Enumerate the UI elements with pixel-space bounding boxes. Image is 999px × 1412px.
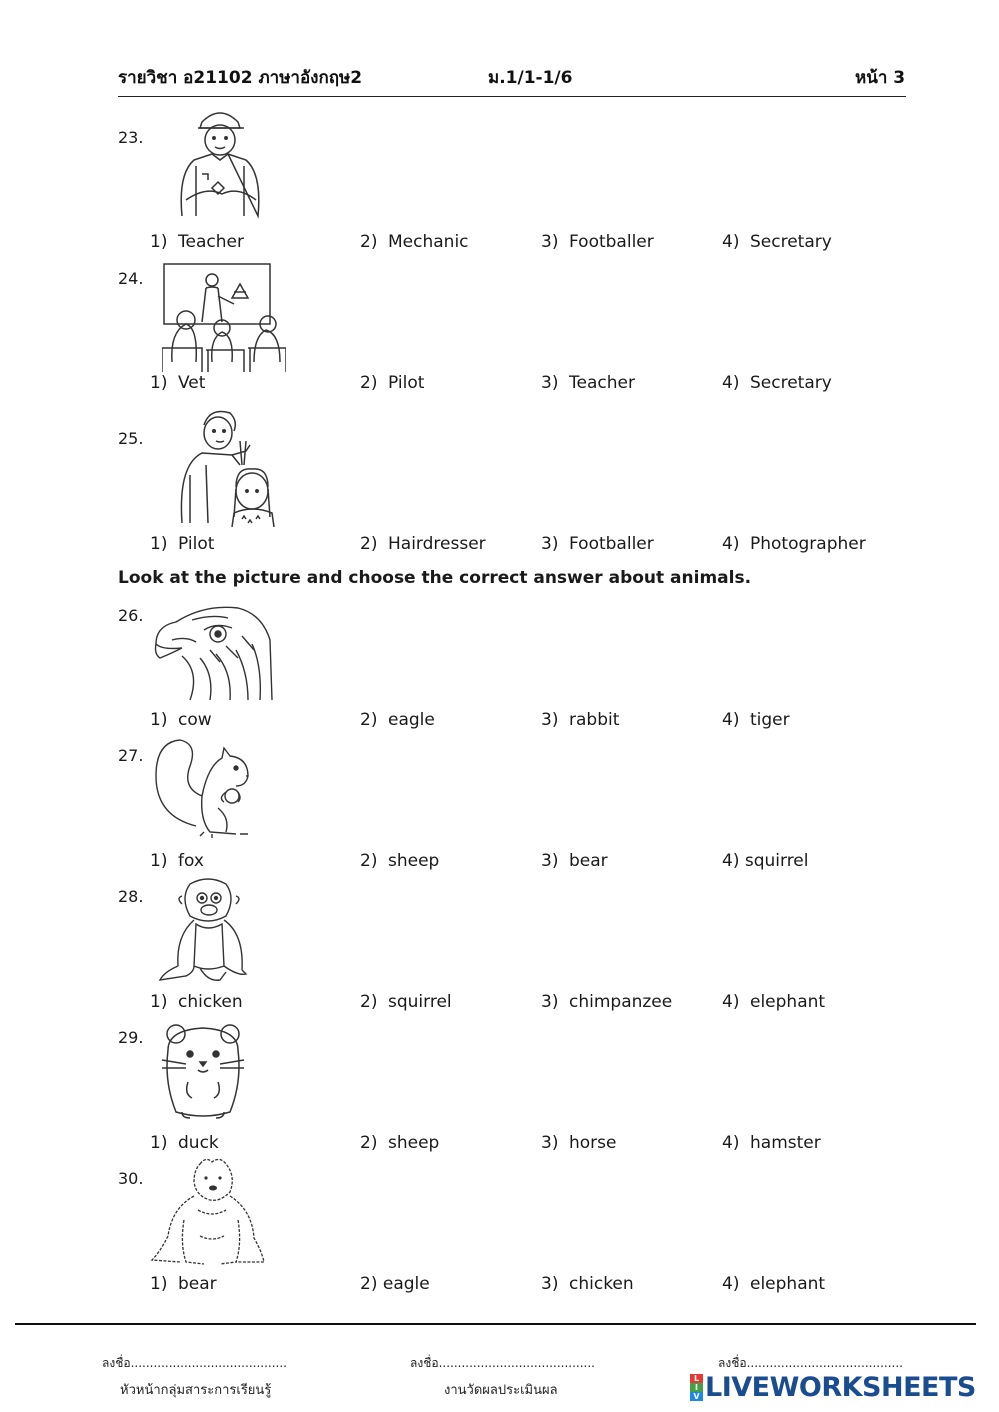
answer-option[interactable] (541, 992, 672, 1012)
mechanic-picture (172, 104, 268, 224)
section-instruction: Look at the picture and choose the correct answer about animals. (118, 568, 752, 588)
liveworksheets-logo[interactable] (690, 1372, 976, 1402)
squirrel-picture (152, 736, 254, 840)
answer-option[interactable] (541, 232, 654, 252)
option-number: 3) (541, 373, 559, 393)
answer-option[interactable] (541, 1133, 616, 1153)
eagle-picture (152, 600, 274, 702)
option-label: Teacher (569, 373, 635, 393)
option-label: chicken (178, 992, 243, 1012)
option-number: 3) (541, 992, 559, 1012)
answer-option[interactable] (541, 710, 619, 730)
option-label: squirrel (388, 992, 452, 1012)
option-label: squirrel (744, 851, 809, 871)
question-number: 29. (118, 1028, 144, 1047)
option-label: sheep (388, 1133, 440, 1153)
chimpanzee-picture (156, 876, 252, 988)
header-subject: รายวิชา อ21102 ภาษาอังกฤษ2 (118, 68, 363, 88)
signature-role: หัวหน้ากลุ่มสาระการเรียนรู้ (120, 1383, 272, 1398)
option-number: 3) (541, 1274, 559, 1294)
answer-option[interactable] (722, 992, 825, 1012)
answer-option[interactable] (541, 534, 654, 554)
signature-line: ลงชื่อ......................................... (718, 1356, 903, 1370)
option-number: 2) (360, 534, 378, 554)
option-number: 1) (150, 232, 168, 252)
option-label: chicken (569, 1274, 634, 1294)
answer-option[interactable] (150, 710, 212, 730)
option-number: 4) (722, 1133, 740, 1153)
question-number: 26. (118, 606, 144, 625)
option-number: 2) (360, 232, 378, 252)
answer-option[interactable] (722, 1274, 825, 1294)
answer-option[interactable] (150, 232, 244, 252)
header-page-number: หน้า 3 (855, 68, 906, 88)
option-label: Secretary (750, 373, 832, 393)
question-number: 28. (118, 887, 144, 906)
badge-letter: I (690, 1383, 703, 1392)
answer-option[interactable] (722, 851, 809, 871)
option-label: tiger (750, 710, 790, 730)
answer-option[interactable] (150, 373, 205, 393)
answer-option[interactable] (360, 992, 452, 1012)
answer-option[interactable] (150, 1274, 217, 1294)
answer-option[interactable] (360, 373, 424, 393)
question-number: 30. (118, 1169, 144, 1188)
option-label: Pilot (388, 373, 425, 393)
option-number: 4) (722, 851, 740, 871)
option-number: 4) (722, 710, 740, 730)
answer-option[interactable] (150, 534, 214, 554)
option-label: duck (178, 1133, 219, 1153)
answer-option[interactable] (722, 373, 832, 393)
option-label: Hairdresser (388, 534, 486, 554)
liveworksheets-brand: LIVEWORKSHEETS (705, 1371, 976, 1403)
option-label: Mechanic (388, 232, 469, 252)
answer-option[interactable] (360, 1274, 430, 1294)
answer-option[interactable] (722, 1133, 821, 1153)
footer-divider (15, 1323, 976, 1325)
option-number: 2) (360, 373, 378, 393)
signature-line: ลงชื่อ......................................... (102, 1356, 287, 1370)
option-number: 2) (360, 851, 378, 871)
header-grade: ม.1/1-1/6 (488, 68, 573, 88)
option-label: Vet (178, 373, 206, 393)
signature-line: ลงชื่อ......................................... (410, 1356, 595, 1370)
option-number: 1) (150, 710, 168, 730)
option-number: 1) (150, 851, 168, 871)
question-number: 23. (118, 128, 144, 147)
option-number: 4) (722, 534, 740, 554)
option-label: horse (569, 1133, 617, 1153)
option-label: eagle (382, 1274, 430, 1294)
hairdresser-picture (176, 405, 276, 527)
liveworksheets-badge-icon (690, 1374, 703, 1401)
option-label: rabbit (569, 710, 620, 730)
option-label: bear (178, 1274, 217, 1294)
option-label: Teacher (178, 232, 244, 252)
hamster-picture (160, 1020, 246, 1120)
badge-letter: V (690, 1392, 703, 1401)
option-label: elephant (750, 1274, 826, 1294)
option-number: 2) (360, 1133, 378, 1153)
option-label: sheep (388, 851, 440, 871)
option-number: 1) (150, 1133, 168, 1153)
answer-option[interactable] (722, 232, 832, 252)
answer-option[interactable] (722, 534, 866, 554)
option-number: 1) (150, 992, 168, 1012)
option-number: 1) (150, 1274, 168, 1294)
answer-option[interactable] (541, 1274, 634, 1294)
badge-letter: L (690, 1374, 703, 1383)
answer-option[interactable] (150, 851, 204, 871)
option-number: 4) (722, 1274, 740, 1294)
answer-option[interactable] (541, 851, 608, 871)
option-number: 3) (541, 232, 559, 252)
option-label: hamster (750, 1133, 821, 1153)
option-label: chimpanzee (569, 992, 673, 1012)
question-number: 25. (118, 429, 144, 448)
option-number: 1) (150, 373, 168, 393)
option-label: Secretary (750, 232, 832, 252)
option-number: 4) (722, 373, 740, 393)
option-label: bear (569, 851, 608, 871)
teacher-picture (162, 262, 286, 374)
option-number: 3) (541, 851, 559, 871)
question-number: 24. (118, 269, 144, 288)
option-label: Photographer (750, 534, 866, 554)
option-label: fox (178, 851, 204, 871)
answer-option[interactable] (360, 710, 435, 730)
answer-option[interactable] (150, 1133, 219, 1153)
option-label: elephant (750, 992, 826, 1012)
option-number: 4) (722, 992, 740, 1012)
answer-option[interactable] (150, 992, 243, 1012)
option-number: 4) (722, 232, 740, 252)
question-number: 27. (118, 746, 144, 765)
signature-role: งานวัดผลประเมินผล (444, 1383, 558, 1398)
option-number: 3) (541, 1133, 559, 1153)
answer-option[interactable] (722, 710, 790, 730)
header-divider (118, 96, 906, 97)
option-number: 3) (541, 710, 559, 730)
option-label: Footballer (569, 232, 654, 252)
option-label: Pilot (178, 534, 215, 554)
polar-bear-picture (150, 1156, 266, 1270)
answer-option[interactable] (360, 1133, 439, 1153)
answer-option[interactable] (360, 232, 469, 252)
answer-option[interactable] (360, 851, 439, 871)
answer-option[interactable] (541, 373, 635, 393)
option-number: 2) (360, 710, 378, 730)
option-number: 3) (541, 534, 559, 554)
option-label: eagle (388, 710, 435, 730)
option-label: cow (178, 710, 212, 730)
option-number: 2) (360, 1274, 378, 1294)
answer-option[interactable] (360, 534, 486, 554)
option-number: 1) (150, 534, 168, 554)
option-number: 2) (360, 992, 378, 1012)
option-label: Footballer (569, 534, 654, 554)
